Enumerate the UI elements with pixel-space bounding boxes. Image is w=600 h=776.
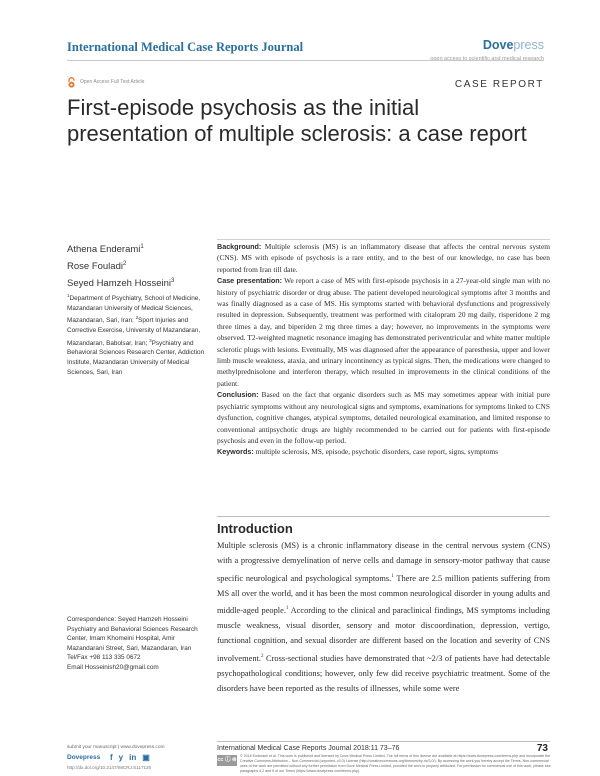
- publisher-press: press: [513, 38, 544, 52]
- abstract-background: Background: Multiple sclerosis (MS) is an inflammatory disease that affects the central nervous system (CNS). MS with episode of psychosis is a rare entity, and to the best of our knowledge, no case has been reported from Iran till date.: [217, 242, 550, 274]
- footer-citation: International Medical Case Reports Journal 2018:11 73–76: [217, 745, 400, 752]
- abstract-conclusion: Conclusion: Based on the fact that organic disorders such as MS may sometimes appear with initial pure psychiatric symptoms without any neurological signs and symptoms, examinations for symptoms linked to CNS dysfunction, cognitive changes, atypical symptoms, detailed neurological examination, and limited response to conventional antipsychotic drugs are highly recommended to be carried out for patients with first-episode psychosis and even in the follow-up period.: [217, 390, 550, 445]
- correspondence-email[interactable]: Email Hosseinish20@gmail.com: [67, 663, 159, 671]
- article-type: CASE REPORT: [454, 79, 544, 90]
- creative-commons-badge: cc ⓘ ⊜: [217, 755, 237, 766]
- abstract: [217, 241, 550, 458]
- publisher-logo: [483, 38, 544, 52]
- open-access-label: Open Access Full Text Article: [80, 79, 145, 85]
- linkedin-icon[interactable]: in: [129, 753, 137, 762]
- abstract-top-divider: [217, 239, 550, 240]
- author-list: [67, 240, 174, 291]
- abstract-divider: [217, 516, 550, 517]
- publisher-main: Dove: [482, 38, 514, 52]
- license-text: © 2018 Enderami et al. This work is published and licensed by Dove Medical Press Limited. The full terms of this license are available at https://www.dovepress.com/terms.php and incorporate the Creative Commons Attribution – Non Commercial (unported, v3.0) License (http://creativecommons.org/licenses/by-nc/3.0/). By accessing the work you hereby accept the Terms. Non-commercial uses of the work are permitted without any further permission from Dove Medical Press Limited, provided the work is properly attributed. For permission for commercial use of this work, please see paragraphs 4.2 and 5 of our Terms (https://www.dovepress.com/terms.php).: [240, 754, 551, 773]
- doi-link[interactable]: http://dx.doi.org/10.2147/IMCRJ.S117120: [67, 765, 152, 770]
- author-3: Seyed Hamzeh Hosseini$^3$: [67, 278, 175, 290]
- introduction-heading: Introduction: [217, 521, 293, 536]
- article-title: First-episode psychosis as the initial presentation of multiple sclerosis: a case report: [67, 95, 527, 146]
- correspondence-address: Psychiatry and Behavioral Sciences Research Center, Imam Khomeini Hospital, Amir Mazandarani Street, Sari, Mazandaran, Iran: [67, 625, 198, 652]
- social-links: [110, 753, 156, 762]
- facebook-icon[interactable]: f: [110, 753, 113, 762]
- introduction-body: Multiple sclerosis (MS) is a chronic inflammatory disease in the central nervous system (CNS) with a progressive demyelination of nerve cells and damage in sensory-motor pathway that cause specific neurological and psychological symptoms.$^1$ There are 2.5 million patients suffering from MS all over the world, and it has been the most common neurological disorder in young adults and middle-aged people.$^1$ According to the clinical and paraclinical findings, MS symptoms including muscle weakness, visual disorder, sensory and motor discoordination, depression, vertigo, functional cognition, and sexual disorder are different based on the location and severity of CNS involvement.$^2$ Cross-sectional studies have demonstrated that ~2/3 of patients have had detectable psychopathological conditions; however, only few did receive psychiatric treatment. Some of the disorders have been reported as the results of illnesses, while some were: [217, 541, 550, 694]
- footer-divider: [217, 741, 550, 742]
- abstract-keywords: Keywords: multiple sclerosis, MS, episode, psychotic disorders, case report, signs, symptoms: [217, 447, 499, 457]
- correspondence-name: Correspondence: Seyed Hamzeh Hosseini: [67, 616, 188, 623]
- author-2: Rose Fouladi$^2$: [67, 261, 127, 273]
- correspondence-phone: Tel/Fax +98 113 335 0672: [67, 654, 141, 661]
- correspondence: [67, 615, 207, 672]
- abstract-case-presentation: Case presentation: We report a case of MS with first-episode psychosis in a 27-year-old single man with no history of psychiatric disorder or drug abuse. The patient developed neurological symptoms after 3 months and was finally diagnosed as a case of MS. His symptoms started with behavioral dysfunctions and progressively resulted in depression. Subsequently, treatment was performed with citalopram 20 mg daily, risperidone 2 mg three times a day, and biperiden 2 mg three times a day; however, no improvements in the symptoms were observed. T2-weighted magnetic resonance imaging has demonstrated periventricular and white matter multiple sclerotic plugs with lesions. Eventually, MS was diagnosed after the appearance of paresthesia, upper and lower limb muscle weakness, ataxia, and urinary incontinency as typical signs. Then, the medications were changed to methylprednisolone and interferon therapy, which resulted in improvements in the clinical conditions of the patient.: [217, 276, 550, 388]
- twitter-icon[interactable]: y: [118, 753, 124, 762]
- author-1: Athena Enderami$^1$: [67, 244, 144, 256]
- page-number: 73: [536, 743, 548, 754]
- header-divider: [67, 60, 544, 61]
- journal-name: International Medical Case Reports Journal: [67, 40, 304, 54]
- dovepress-footer-logo: Dovepress: [67, 754, 101, 761]
- share-icon[interactable]: ▣: [142, 753, 150, 762]
- affiliations: $^1$Department of Psychiatry, School of Medicine, Mazandaran University of Medical Sciences, Mazandaran, Sari, Iran; $^2$Sport Injuries and Corrective Exercise, University of Mazandaran, Mazandaran, Babolsar, Iran; $^3$Psychiatry and Behavioral Sciences Research Center, Addiction Institute, Mazandaran University of Medical Sciences, Sari, Iran: [67, 293, 205, 376]
- publisher-tagline: open access to scientific and medical research: [430, 56, 544, 62]
- submit-manuscript-link[interactable]: submit your manuscript | www.dovepress.com: [67, 745, 165, 750]
- open-access-lock-icon: [67, 77, 76, 88]
